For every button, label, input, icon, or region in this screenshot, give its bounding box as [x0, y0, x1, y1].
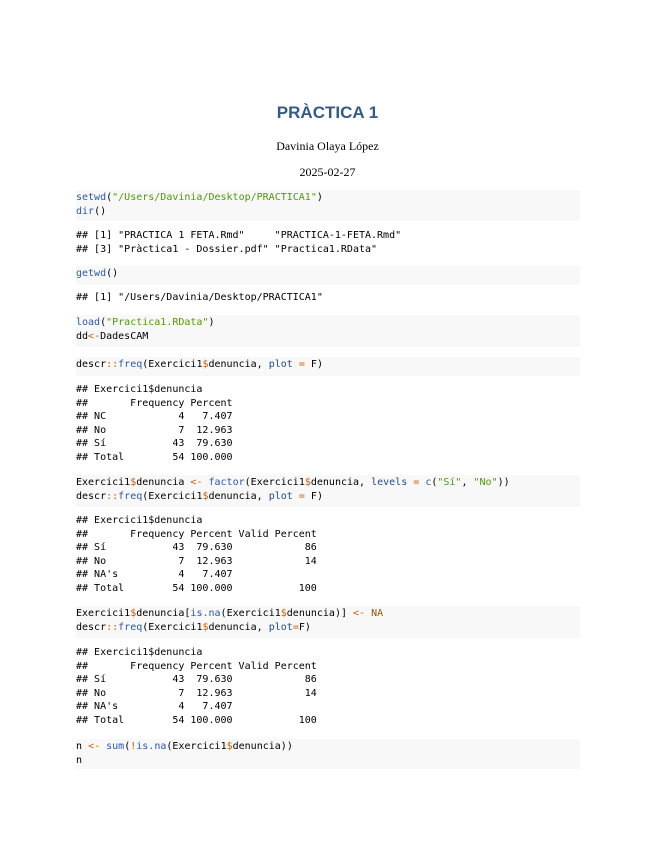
- code-chunk-getwd: getwd(): [76, 266, 580, 285]
- date: 2025-02-27: [299, 165, 356, 179]
- output-freq-3: ## Exercici1$denuncia ## Frequency Percent Valid Percent ## Sí 43 79.630 86 ## No 7 12.963 14 ## NA's 4 7.407 ## Total 54 100.000 100: [76, 646, 580, 728]
- code-chunk-sum: n <- sum(!is.na(Exercici1$denuncia)) n: [76, 739, 580, 769]
- output-dir: ## [1] "PRACTICA 1 FETA.Rmd" "PRACTICA-1-FETA.Rmd" ## [3] "Pràctica1 - Dossier.pdf" "Practica1.RData": [76, 229, 580, 256]
- author: Davinia Olaya López: [276, 139, 379, 153]
- code-chunk-freq-1: descr::freq(Exercici1$denuncia, plot = F): [76, 357, 580, 376]
- output-freq-1: ## Exercici1$denuncia ## Frequency Percent ## NC 4 7.407 ## No 7 12.963 ## Sí 43 79.630 ## Total 54 100.000: [76, 383, 580, 465]
- output-getwd: ## [1] "/Users/Davinia/Desktop/PRACTICA1": [76, 291, 580, 305]
- code-chunk-load: load("Practica1.RData") dd<-DadesCAM: [76, 315, 580, 347]
- document-title: PRÀCTICA 1: [276, 103, 379, 122]
- code-chunk-isna: Exercici1$denuncia[is.na(Exercici1$denuncia)] <- NA descr::freq(Exercici1$denuncia, plot=F): [76, 606, 580, 638]
- code-chunk-factor: Exercici1$denuncia <- factor(Exercici1$denuncia, levels = c("Sí", "No")) descr::freq(Exercici1$denuncia, plot = F): [76, 475, 580, 507]
- code-chunk-setwd: setwd("/Users/Davinia/Desktop/PRACTICA1") dir(): [76, 190, 580, 221]
- output-freq-2: ## Exercici1$denuncia ## Frequency Percent Valid Percent ## Sí 43 79.630 86 ## No 7 12.963 14 ## NA's 4 7.407 ## Total 54 100.000 100: [76, 514, 580, 596]
